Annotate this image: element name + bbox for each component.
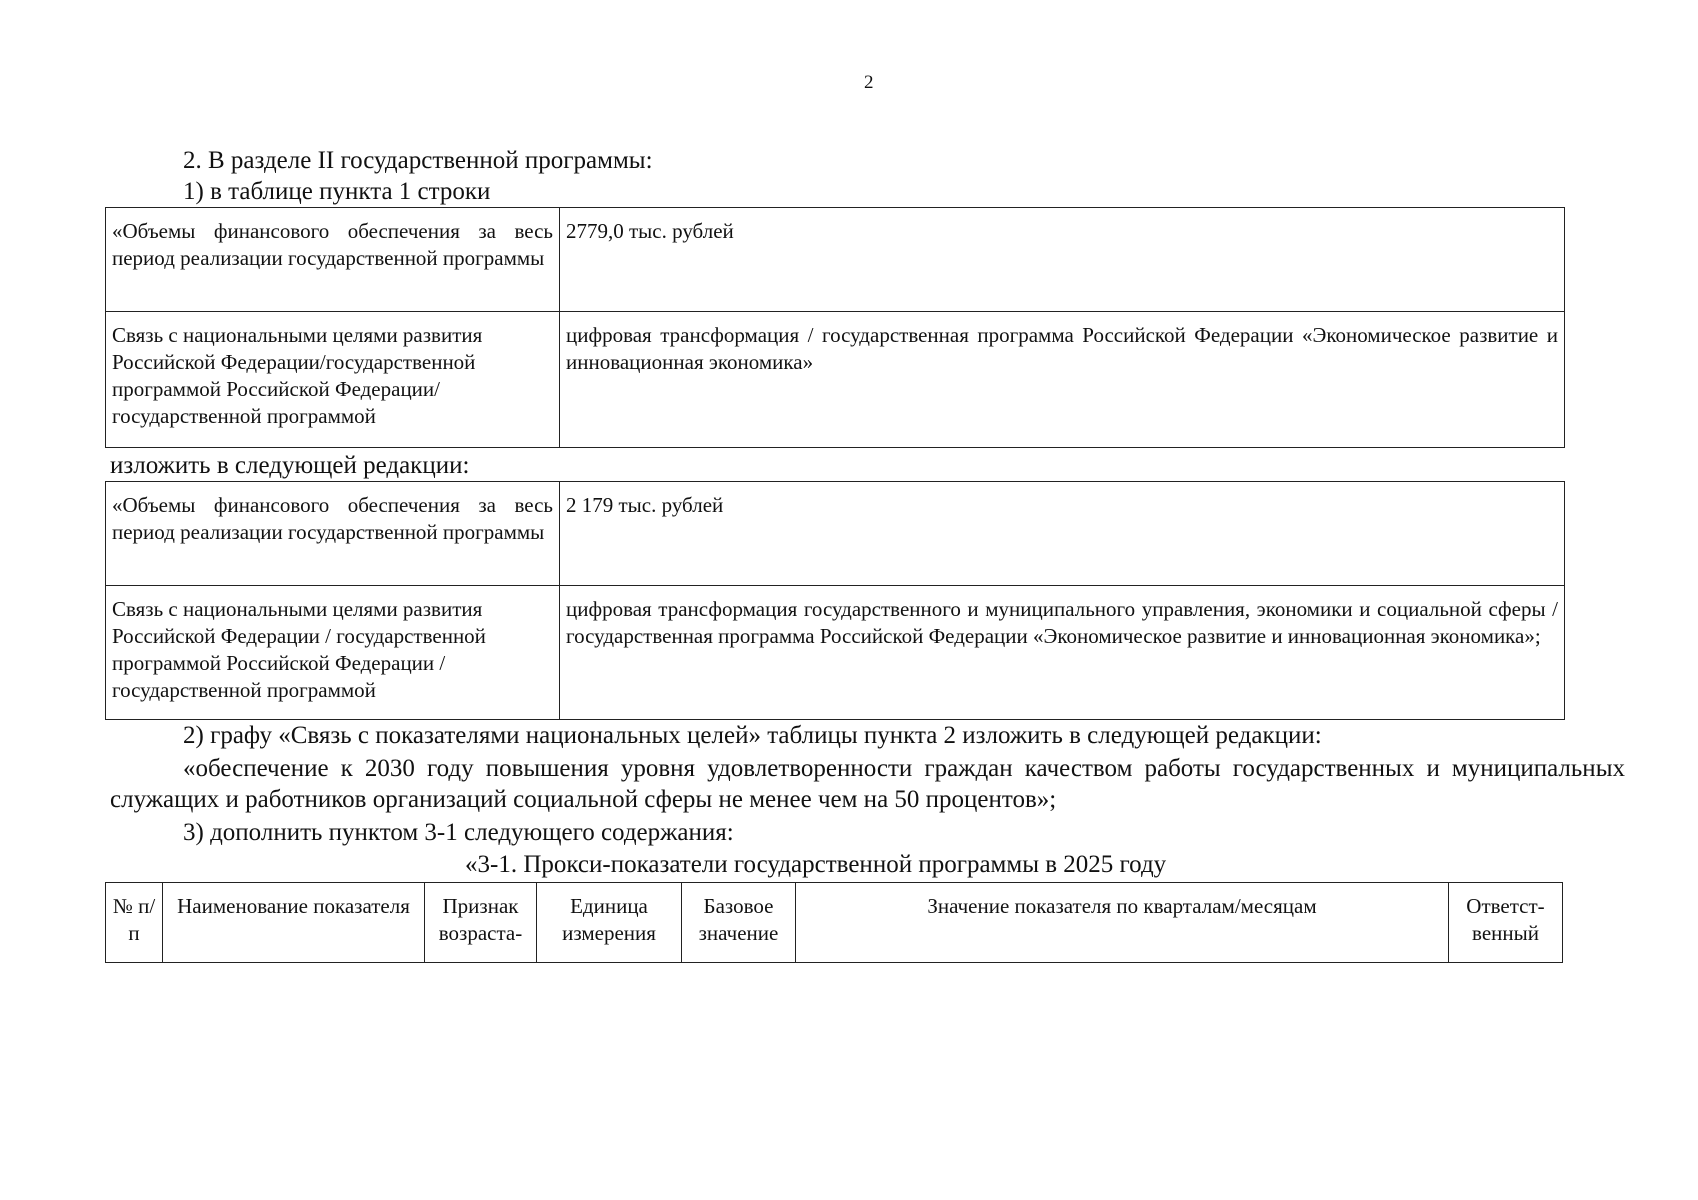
table-header-row — [106, 883, 1563, 963]
item2-text: 2) графу «Связь с показателями национальных целей» таблицы пункта 2 изложить в следующей редакции: — [183, 722, 1322, 749]
table-row — [106, 482, 1565, 586]
table-cell: Связь с национальными целями развития Российской Федерации / государственной программой Российской Федерации / государственной программой — [106, 586, 560, 720]
table-row — [106, 586, 1565, 720]
table-cell: 2779,0 тыс. рублей — [560, 208, 1565, 312]
column-header: Ответст- венный — [1449, 883, 1563, 963]
column-header: Единица измерения — [537, 883, 682, 963]
table-cell: «Объемы финансового обеспечения за весь период реализации государственной программы — [106, 208, 560, 312]
table-cell: цифровая трансформация государственного и муниципального управления, экономики и социальной сферы / государственная программа Российской Федерации «Экономическое развитие и инновационная экономика»; — [560, 586, 1565, 720]
column-header: Наименование показателя — [163, 883, 425, 963]
table-row — [106, 312, 1565, 448]
table-cell: цифровая трансформация / государственная программа Российской Федерации «Экономическое развитие и инновационная экономика» — [560, 312, 1565, 448]
table-cell: «Объемы финансового обеспечения за весь период реализации государственной программы — [106, 482, 560, 586]
table-cell: Связь с национальными целями развития Российской Федерации/государственной программой Российской Федерации/государственной программой — [106, 312, 560, 448]
item2-quote: «обеспечение к 2030 году повышения уровня удовлетворенности граждан качеством работы государственных и муниципальных служащих и работников организаций социальной сферы не менее чем на 50 процентов»; — [110, 755, 1625, 813]
column-header: Признак возраста- — [425, 883, 537, 963]
replace-phrase: изложить в следующей редакции: — [110, 452, 470, 479]
table-row — [106, 208, 1565, 312]
table-cell: 2 179 тыс. рублей — [560, 482, 1565, 586]
column-header: Значение показателя по кварталам/месяцам — [796, 883, 1449, 963]
item3-text: 3) дополнить пунктом 3-1 следующего содержания: — [183, 819, 734, 846]
table31-title: «3-1. Прокси-показатели государственной программы в 2025 году — [465, 851, 1167, 878]
old-values-table — [105, 207, 1565, 448]
column-header: № п/п — [106, 883, 163, 963]
proxy-indicators-table — [105, 882, 1563, 963]
page-number: 2 — [864, 72, 874, 93]
new-values-table — [105, 481, 1565, 720]
item1-intro: 1) в таблице пункта 1 строки — [183, 178, 491, 205]
section-heading: 2. В разделе II государственной программы: — [183, 147, 653, 174]
column-header: Базовое значение — [682, 883, 796, 963]
